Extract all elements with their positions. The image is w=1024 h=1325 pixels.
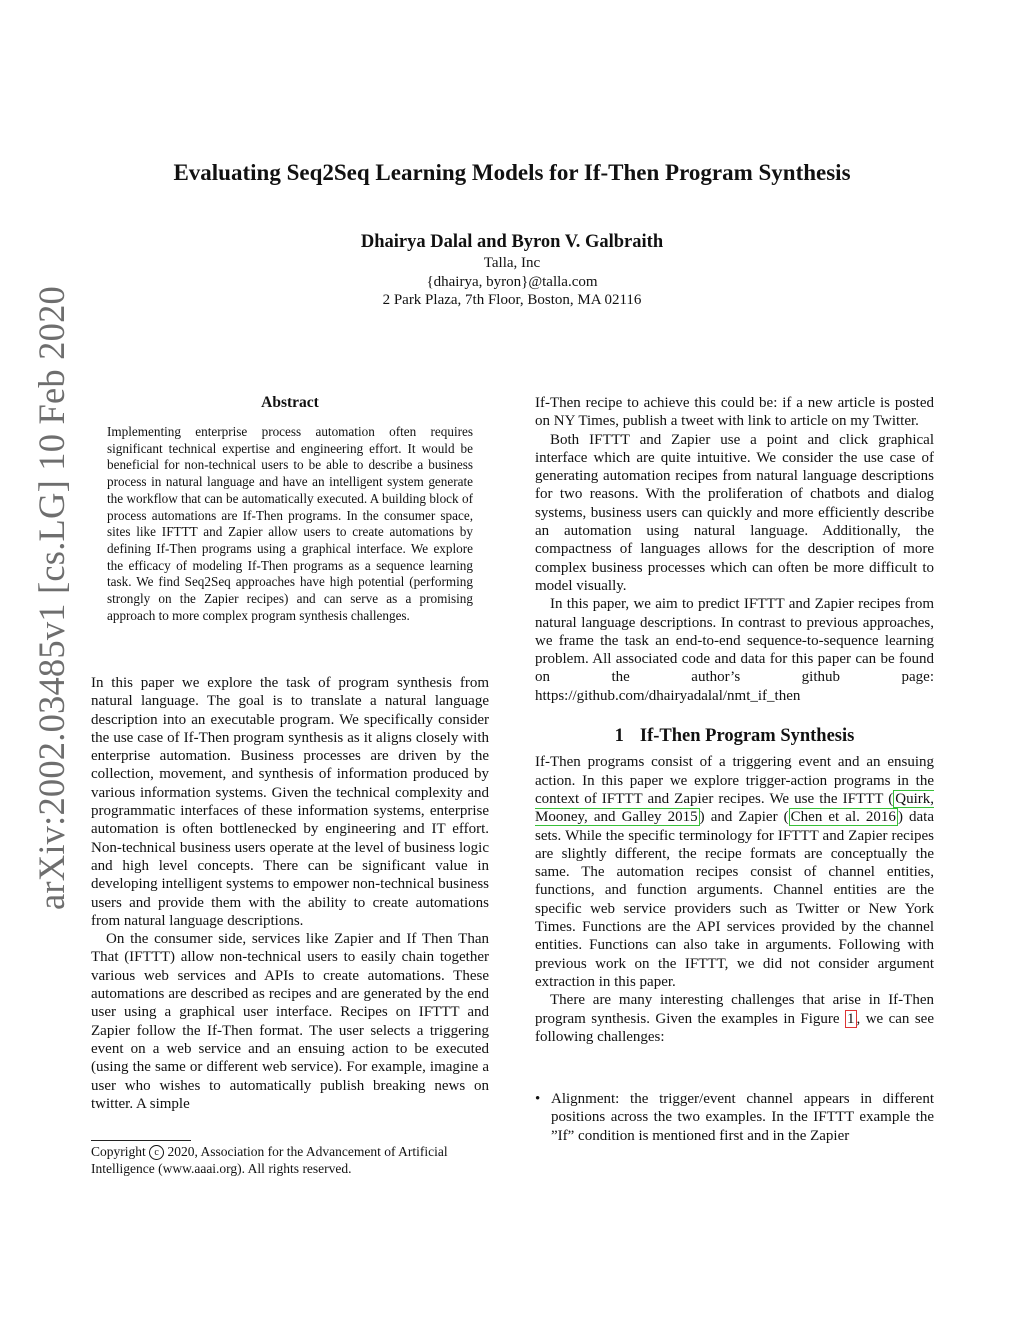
citation-chen-2016-link[interactable]: Chen et al. 2016 bbox=[790, 809, 896, 826]
github-url-link[interactable]: https://github.com/dhairyadalal/nmt_if_then bbox=[535, 687, 801, 704]
section-1-text-a: If-Then programs consist of a triggering event and an ensuing action. In this paper we explore trigger-action programs in the context of IFTTT and Zapier recipes. We use the IFTTT ( bbox=[535, 754, 934, 807]
citation-quirk-2015-link[interactable]: Quirk, Mooney, and Galley 2015 bbox=[535, 790, 934, 826]
section-1-paragraph-2 bbox=[535, 991, 934, 1046]
copyright-prefix: Copyright bbox=[91, 1144, 146, 1159]
affiliation-block bbox=[0, 254, 1024, 310]
paper-authors: Dhairya Dalal and Byron V. Galbraith bbox=[360, 232, 664, 252]
section-title: If-Then Program Synthesis bbox=[639, 726, 855, 747]
bullet-text: Alignment: the trigger/event channel appears in different positions across the two examples. In the IFTTT example the ”If” condition is mentioned first and in the Zapier bbox=[551, 1091, 934, 1144]
affiliation-org: Talla, Inc bbox=[483, 255, 541, 271]
section-number: 1 bbox=[614, 726, 624, 747]
left-column bbox=[91, 674, 489, 1113]
right-paragraph-1: If-Then recipe to achieve this could be: if a new article is posted on NY Times, publish a tweet with link to article on my Twitter. bbox=[535, 395, 934, 430]
paper-title: Evaluating Seq2Seq Learning Models for If-Then Program Synthesis bbox=[173, 160, 851, 185]
section-1-text-b: ) and Zapier ( bbox=[699, 809, 789, 826]
section-1-text-e: , we can see following challenges: bbox=[535, 1010, 934, 1045]
arxiv-identifier: arXiv:2002.03485v1 [cs.LG] 10 Feb 2020 bbox=[31, 286, 72, 910]
affiliation-address: 2 Park Plaza, 7th Floor, Boston, MA 02116 bbox=[382, 292, 642, 308]
bullet-dot-icon: • bbox=[535, 1091, 541, 1108]
figure-1-reference-link[interactable]: 1 bbox=[847, 1010, 855, 1027]
section-1-paragraph-1 bbox=[535, 753, 934, 991]
abstract-heading: Abstract bbox=[261, 394, 319, 411]
right-column bbox=[535, 394, 934, 1145]
section-1-text-c: ) data sets. While the specific terminology for IFTTT and Zapier recipes are slightly different, the recipe formats are conceptually the same. The automation recipes consist of channel entities, functions, and function arguments. Channel entities are the specific web service providers such as Twitter or New York Times. Functions are the API services provided by the channel entities. Functions can also take in arguments. Following with previous work on the IFTTT, we did not consider argument extraction in this paper. bbox=[535, 809, 934, 990]
copyright-text: 2020, Association for the Advancement of Artificial Intelligence (www.aaai.org). All rights reserved. bbox=[91, 1144, 448, 1176]
intro-paragraph-1: In this paper we explore the task of program synthesis from natural language. The goal is to translate a natural language description into an executable program. We specifically consider the use case of If-Then program synthesis as it aligns closely with enterprise automation. Business processes are driven by the collection, movement, and synthesis of information produced by various information systems. Given the technical complexity and programmatic interfaces of these information systems, enterprise automation is often bottlenecked by engineering and IT effort. Non-technical business users operate at the level of business logic and high level concepts. There can be significant value in developing intelligent systems to empower non-technical business users and provide them with the ability to create automations from natural language descriptions. bbox=[91, 675, 489, 929]
section-1-text-d: There are many interesting challenges that arise in If-Then program synthesis. Given the examples in Figure bbox=[535, 992, 934, 1027]
bullet-item-alignment bbox=[535, 1090, 934, 1145]
right-paragraph-3-text: In this paper, we aim to predict IFTTT and Zapier recipes from natural language descriptions. In contrast to previous approaches, we frame the task an end-to-end sequence-to-sequence learning problem. All associated code and data for this paper can be found on the author’s github page: bbox=[535, 596, 934, 686]
copyright-footnote bbox=[91, 1144, 491, 1178]
right-paragraph-3 bbox=[535, 595, 934, 705]
affiliation-email: {dhairya, byron}@talla.com bbox=[426, 273, 598, 290]
footnote-rule bbox=[91, 1140, 191, 1141]
right-paragraph-2: Both IFTTT and Zapier use a point and click graphical interface which are quite intuitive. We consider the use case of generating automation recipes from natural language descriptions for two reasons. With the proliferation of chatbots and dialog systems, business users can quickly and more efficiently describe an automation using natural language. Additionally, the compactness of languages allows for the description of more complex business processes which can often be more difficult to model visually. bbox=[535, 431, 934, 594]
copyright-symbol-icon: c bbox=[149, 1145, 164, 1160]
abstract-text: Implementing enterprise process automation often requires significant technical expertise and engineering effort. It would be beneficial for non-technical users to be able to describe a business process in natural language and have an intelligent system generate the workflow that can be automatically executed. A building block of process automations are If-Then programs. In the consumer space, sites like IFTTT and Zapier allow users to create automations by defining If-Then programs using a graphical interface. We explore the efficacy of modeling If-Then programs as a sequence learning task. We find Seq2Seq approaches have high potential (performing strongly on the Zapier recipes) and can serve as a promising approach to more complex program synthesis challenges. bbox=[107, 424, 473, 623]
section-1-heading bbox=[535, 727, 934, 745]
intro-paragraph-2: On the consumer side, services like Zapier and If Then Than That (IFTTT) allow non-technical users to easily chain together various web services and APIs to create automations. These automations are described as recipes and are generated by the end user using a graphical user interface. Recipes on IFTTT and Zapier follow the If-Then format. The user selects a triggering event on a web service and an ensuing action to be executed (using the same or different web service). For example, imagine a user who wishes to automatically publish breaking news on twitter. A simple bbox=[91, 931, 489, 1112]
